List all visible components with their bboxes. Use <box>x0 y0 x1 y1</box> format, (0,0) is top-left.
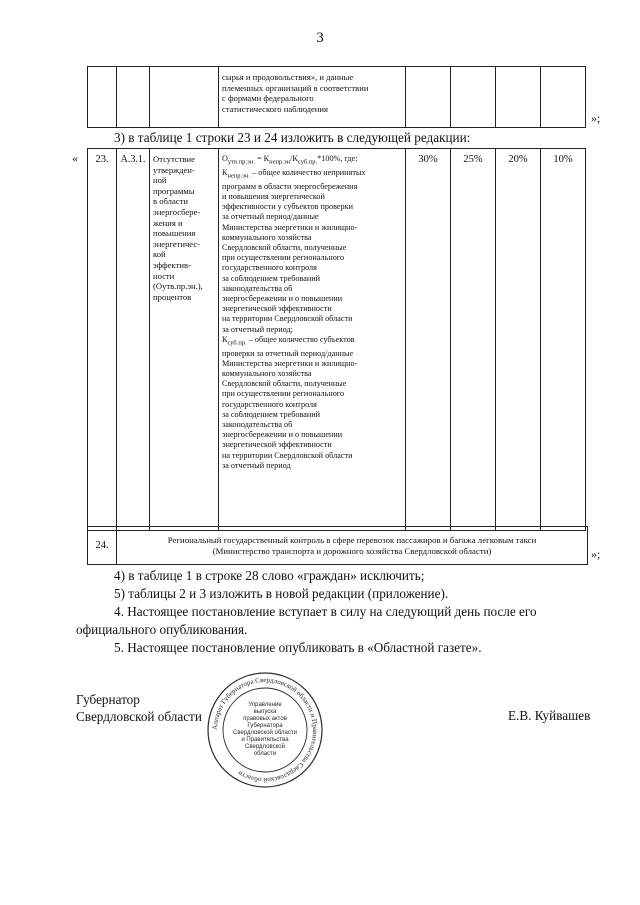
def-line: на территории Свердловской области <box>222 450 353 460</box>
page-number: 3 <box>316 30 324 46</box>
formula-cell <box>219 149 406 531</box>
indicator-name <box>150 149 219 531</box>
row-number: 23. <box>88 149 117 531</box>
name-line: в области <box>153 196 188 207</box>
value-year-3: 20% <box>496 149 541 531</box>
def-line: государственного контроля <box>222 399 317 409</box>
name-line: Отсутствие <box>153 154 195 164</box>
value-year-1: 30% <box>406 149 451 531</box>
def-line: эффективности у субъектов проверки <box>222 202 353 212</box>
text-line: статистического наблюдения <box>222 103 328 114</box>
table-row-24 <box>87 526 588 565</box>
definition-k-sub: $К_{суб.пр.}$ – общее количество субъектов <box>222 334 355 347</box>
def-line: энергетической эффективности <box>222 304 332 314</box>
heading-line-2: (Министерство транспорта и дорожного хозяйства Свердловской области) <box>212 545 492 556</box>
svg-text:области: области <box>253 751 277 757</box>
instruction-3: 3) в таблице 1 строки 23 и 24 изложить в следующей редакции: <box>114 130 471 145</box>
def-line: Свердловской области, полученные <box>222 242 347 252</box>
value-year-2: 25% <box>451 149 496 531</box>
def-line: на территории Свердловской области <box>222 314 353 324</box>
value-year-4: 10% <box>541 149 586 531</box>
svg-text:выпуска: выпуска <box>253 709 277 715</box>
def-line: при осуществлении регионального <box>222 389 345 399</box>
signature-title-line: Свердловской области <box>76 709 202 724</box>
text-line: племенных организаций в соответствии <box>222 82 369 93</box>
def-line: за отчетный период/данные <box>222 212 319 222</box>
name-line: жения и <box>153 217 183 228</box>
row-code: А.3.1. <box>117 149 150 531</box>
svg-text:Свердловской: Свердловской <box>245 744 285 750</box>
name-line: энергетичес- <box>153 238 201 249</box>
signature-name: Е.В. Куйвашев <box>508 708 591 723</box>
item-5: 5) таблицы 2 и 3 изложить в новой редакции (приложение). <box>114 586 449 601</box>
signature-title-line: Губернатор <box>76 692 140 707</box>
continued-text-cell <box>219 67 406 128</box>
name-line: повышения <box>153 228 196 239</box>
svg-text:правовых актов: правовых актов <box>243 716 287 722</box>
def-line: энергосбережении и о повышении <box>222 430 343 440</box>
stamp-ring-text: Аппарат Губернатора Свердловской области и Правительства Свердловской области <box>210 675 320 785</box>
row-number: 24. <box>88 527 117 565</box>
paragraph-4-cont: официального опубликования. <box>76 622 248 637</box>
svg-text:Управление: Управление <box>248 702 282 708</box>
name-line: процентов <box>153 291 192 302</box>
def-line: программ в области энергосбережения <box>222 181 358 191</box>
open-quote: « <box>72 151 78 165</box>
text-line: с формами федерального <box>222 93 314 104</box>
table-row-23 <box>87 148 586 531</box>
stamp-center-text <box>233 702 297 757</box>
name-line: ной <box>153 175 167 186</box>
name-line: кой <box>153 249 166 260</box>
paragraph-4: 4. Настоящее постановление вступает в силу на следующий день после его <box>114 604 537 619</box>
def-line: при осуществлении регионального <box>222 253 345 263</box>
name-line: утвержден- <box>153 164 195 175</box>
official-stamp <box>205 670 325 790</box>
continued-table <box>87 66 586 128</box>
name-line: (Оутв.пр.эн.), <box>153 281 203 292</box>
close-quote: »; <box>591 111 601 125</box>
def-line: энергетической эффективности <box>222 440 332 450</box>
definition-k-nepr: $К_{непр.эн.}$ – общее количество непринятых <box>222 167 366 180</box>
svg-text:и Правительства: и Правительства <box>241 737 289 743</box>
paragraph-5: 5. Настоящее постановление опубликовать в «Областной газете». <box>114 640 482 655</box>
def-line: за отчетный период <box>222 460 291 470</box>
svg-text:Губернатора: Губернатора <box>247 723 283 729</box>
item-4: 4) в таблице 1 в строке 28 слово «граждан» исключить; <box>114 568 425 583</box>
def-line: за соблюдением требований <box>222 409 321 419</box>
svg-text:Свердловской области: Свердловской области <box>232 730 298 736</box>
def-line: законодательства об <box>222 420 293 429</box>
def-line: Министерства энергетики и жилищно- <box>222 358 358 368</box>
def-line: энергосбережении и о повышении <box>222 293 343 303</box>
name-line: ности <box>153 270 175 281</box>
def-line: государственного контроля <box>222 263 317 273</box>
def-line: коммунального хозяйства <box>222 232 312 242</box>
def-line: коммунального хозяйства <box>222 368 312 378</box>
formula: $О_{утв.пр.эн.} = К_{непр.эн}/К_{суб.пр.}*100\%$, где: <box>222 154 358 166</box>
row-24-heading <box>117 527 588 565</box>
text-line: сырья и продовольствия», и данные <box>222 72 354 82</box>
def-line: законодательства об <box>222 283 293 293</box>
close-quote: »; <box>591 547 601 561</box>
name-line: эффектив- <box>153 259 191 270</box>
def-line: Министерства энергетики и жилищно- <box>222 222 358 232</box>
heading-line-1: Региональный государственный контроль в сфере перевозок пассажиров и багажа легковым такси <box>167 535 537 546</box>
def-line: и повышения энергетической <box>222 191 325 201</box>
signature-title <box>76 691 202 725</box>
def-line: проверки за отчетный период/данные <box>222 348 354 358</box>
def-line: за отчетный период; <box>222 324 293 334</box>
def-line: Свердловской области, полученные <box>222 379 347 389</box>
name-line: энергосбере- <box>153 206 201 217</box>
name-line: программы <box>153 185 195 196</box>
def-line: за соблюдением требований <box>222 273 321 283</box>
